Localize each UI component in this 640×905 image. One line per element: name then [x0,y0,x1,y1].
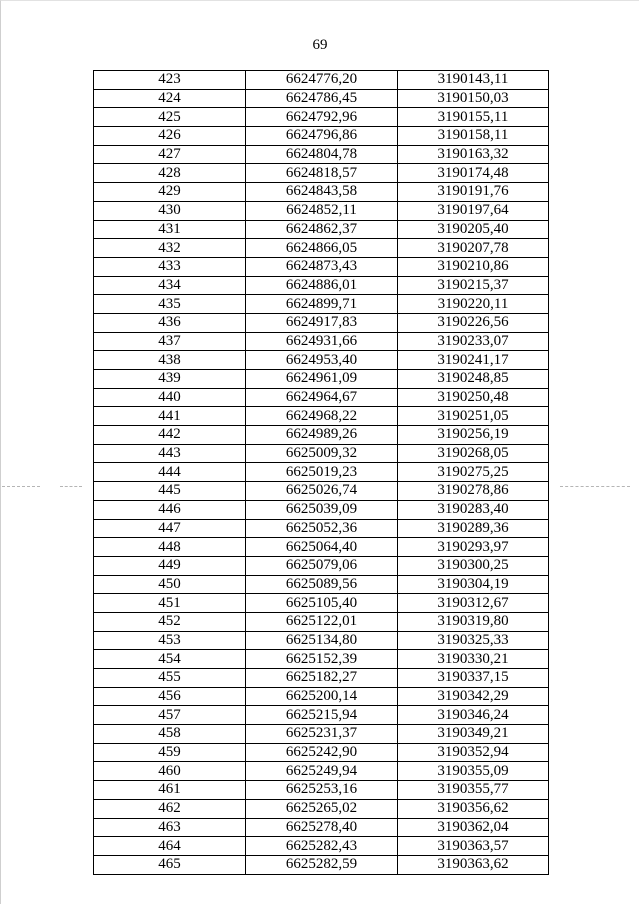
page-number: 69 [312,37,328,53]
point-number-cell: 445 [94,482,246,501]
table-row [94,332,549,351]
y-coordinate-cell: 3190337,15 [398,669,549,688]
y-coordinate-cell: 3190300,25 [398,556,549,575]
x-coordinate-cell: 6624873,43 [246,257,398,276]
table-row [94,837,549,856]
point-number-cell: 435 [94,295,246,314]
x-coordinate-cell: 6625009,32 [246,444,398,463]
table-row [94,556,549,575]
y-coordinate-cell: 3190150,03 [398,89,549,108]
y-coordinate-cell: 3190346,24 [398,706,549,725]
y-coordinate-cell: 3190363,57 [398,837,549,856]
y-coordinate-cell: 3190342,29 [398,687,549,706]
y-coordinate-cell: 3190220,11 [398,295,549,314]
x-coordinate-cell: 6625242,90 [246,743,398,762]
point-number-cell: 454 [94,650,246,669]
x-coordinate-cell: 6624953,40 [246,351,398,370]
x-coordinate-cell: 6625253,16 [246,781,398,800]
point-number-cell: 433 [94,257,246,276]
x-coordinate-cell: 6625052,36 [246,519,398,538]
x-coordinate-cell: 6624899,71 [246,295,398,314]
table-row [94,500,549,519]
y-coordinate-cell: 3190283,40 [398,500,549,519]
table-row [94,781,549,800]
table-row [94,725,549,744]
table-row [94,612,549,631]
x-coordinate-cell: 6625152,39 [246,650,398,669]
point-number-cell: 441 [94,407,246,426]
x-coordinate-cell: 6624989,26 [246,426,398,445]
scan-artifact-left-2 [60,486,82,487]
x-coordinate-cell: 6624776,20 [246,71,398,90]
x-coordinate-cell: 6625019,23 [246,463,398,482]
x-coordinate-cell: 6625231,37 [246,725,398,744]
table-row [94,594,549,613]
scan-artifact-left [2,486,40,487]
y-coordinate-cell: 3190226,56 [398,313,549,332]
table-row [94,351,549,370]
y-coordinate-cell: 3190289,36 [398,519,549,538]
table-row [94,295,549,314]
table-row [94,575,549,594]
y-coordinate-cell: 3190349,21 [398,725,549,744]
point-number-cell: 455 [94,669,246,688]
y-coordinate-cell: 3190205,40 [398,220,549,239]
point-number-cell: 463 [94,818,246,837]
x-coordinate-cell: 6624843,58 [246,183,398,202]
y-coordinate-cell: 3190197,64 [398,201,549,220]
point-number-cell: 440 [94,388,246,407]
scan-artifact-right [560,486,630,487]
y-coordinate-cell: 3190174,48 [398,164,549,183]
x-coordinate-cell: 6624961,09 [246,370,398,389]
x-coordinate-cell: 6624804,78 [246,145,398,164]
point-number-cell: 429 [94,183,246,202]
point-number-cell: 450 [94,575,246,594]
point-number-cell: 438 [94,351,246,370]
table-row [94,669,549,688]
x-coordinate-cell: 6625282,43 [246,837,398,856]
y-coordinate-cell: 3190319,80 [398,612,549,631]
y-coordinate-cell: 3190355,77 [398,781,549,800]
table-row [94,407,549,426]
table-row [94,220,549,239]
point-number-cell: 444 [94,463,246,482]
x-coordinate-cell: 6625249,94 [246,762,398,781]
point-number-cell: 423 [94,71,246,90]
x-coordinate-cell: 6625215,94 [246,706,398,725]
table-row [94,463,549,482]
point-number-cell: 427 [94,145,246,164]
table-row [94,370,549,389]
point-number-cell: 424 [94,89,246,108]
x-coordinate-cell: 6625278,40 [246,818,398,837]
point-number-cell: 456 [94,687,246,706]
table-row [94,687,549,706]
y-coordinate-cell: 3190312,67 [398,594,549,613]
table-row [94,706,549,725]
x-coordinate-cell: 6625105,40 [246,594,398,613]
x-coordinate-cell: 6624964,67 [246,388,398,407]
point-number-cell: 447 [94,519,246,538]
point-number-cell: 460 [94,762,246,781]
point-number-cell: 437 [94,332,246,351]
point-number-cell: 446 [94,500,246,519]
table-row [94,89,549,108]
point-number-cell: 425 [94,108,246,127]
table-row [94,201,549,220]
y-coordinate-cell: 3190278,86 [398,482,549,501]
table-row [94,257,549,276]
point-number-cell: 439 [94,370,246,389]
point-number-cell: 453 [94,631,246,650]
x-coordinate-cell: 6624931,66 [246,332,398,351]
y-coordinate-cell: 3190215,37 [398,276,549,295]
y-coordinate-cell: 3190304,19 [398,575,549,594]
coordinates-table-body [94,71,549,875]
point-number-cell: 428 [94,164,246,183]
y-coordinate-cell: 3190251,05 [398,407,549,426]
point-number-cell: 451 [94,594,246,613]
table-row [94,762,549,781]
table-row [94,71,549,90]
point-number-cell: 461 [94,781,246,800]
point-number-cell: 464 [94,837,246,856]
coordinates-table [93,70,549,875]
y-coordinate-cell: 3190356,62 [398,799,549,818]
x-coordinate-cell: 6625265,02 [246,799,398,818]
x-coordinate-cell: 6624786,45 [246,89,398,108]
table-row [94,743,549,762]
x-coordinate-cell: 6624852,11 [246,201,398,220]
point-number-cell: 457 [94,706,246,725]
y-coordinate-cell: 3190275,25 [398,463,549,482]
y-coordinate-cell: 3190250,48 [398,388,549,407]
table-row [94,145,549,164]
table-row [94,388,549,407]
table-row [94,855,549,874]
point-number-cell: 449 [94,556,246,575]
point-number-cell: 462 [94,799,246,818]
x-coordinate-cell: 6625039,09 [246,500,398,519]
x-coordinate-cell: 6624866,05 [246,239,398,258]
table-row [94,799,549,818]
table-row [94,482,549,501]
table-row [94,183,549,202]
table-row [94,818,549,837]
point-number-cell: 430 [94,201,246,220]
point-number-cell: 436 [94,313,246,332]
table-row [94,108,549,127]
y-coordinate-cell: 3190268,05 [398,444,549,463]
y-coordinate-cell: 3190233,07 [398,332,549,351]
table-row [94,631,549,650]
x-coordinate-cell: 6625079,06 [246,556,398,575]
x-coordinate-cell: 6624862,37 [246,220,398,239]
y-coordinate-cell: 3190155,11 [398,108,549,127]
x-coordinate-cell: 6624917,83 [246,313,398,332]
y-coordinate-cell: 3190191,76 [398,183,549,202]
y-coordinate-cell: 3190143,11 [398,71,549,90]
table-row [94,276,549,295]
y-coordinate-cell: 3190207,78 [398,239,549,258]
y-coordinate-cell: 3190256,19 [398,426,549,445]
y-coordinate-cell: 3190210,86 [398,257,549,276]
x-coordinate-cell: 6624792,96 [246,108,398,127]
point-number-cell: 458 [94,725,246,744]
y-coordinate-cell: 3190241,17 [398,351,549,370]
table-row [94,313,549,332]
table-row [94,519,549,538]
y-coordinate-cell: 3190330,21 [398,650,549,669]
y-coordinate-cell: 3190363,62 [398,855,549,874]
point-number-cell: 448 [94,538,246,557]
y-coordinate-cell: 3190158,11 [398,127,549,146]
x-coordinate-cell: 6625064,40 [246,538,398,557]
x-coordinate-cell: 6625089,56 [246,575,398,594]
x-coordinate-cell: 6624886,01 [246,276,398,295]
point-number-cell: 465 [94,855,246,874]
table-row [94,127,549,146]
point-number-cell: 434 [94,276,246,295]
point-number-cell: 432 [94,239,246,258]
point-number-cell: 442 [94,426,246,445]
table-row [94,164,549,183]
y-coordinate-cell: 3190325,33 [398,631,549,650]
x-coordinate-cell: 6625282,59 [246,855,398,874]
table-row [94,239,549,258]
x-coordinate-cell: 6625200,14 [246,687,398,706]
x-coordinate-cell: 6624968,22 [246,407,398,426]
point-number-cell: 426 [94,127,246,146]
table-row [94,538,549,557]
table-row [94,444,549,463]
y-coordinate-cell: 3190352,94 [398,743,549,762]
x-coordinate-cell: 6625026,74 [246,482,398,501]
x-coordinate-cell: 6625134,80 [246,631,398,650]
y-coordinate-cell: 3190163,32 [398,145,549,164]
x-coordinate-cell: 6624818,57 [246,164,398,183]
point-number-cell: 443 [94,444,246,463]
table-row [94,426,549,445]
x-coordinate-cell: 6624796,86 [246,127,398,146]
x-coordinate-cell: 6625122,01 [246,612,398,631]
x-coordinate-cell: 6625182,27 [246,669,398,688]
y-coordinate-cell: 3190248,85 [398,370,549,389]
y-coordinate-cell: 3190293,97 [398,538,549,557]
point-number-cell: 431 [94,220,246,239]
table-row [94,650,549,669]
point-number-cell: 452 [94,612,246,631]
y-coordinate-cell: 3190355,09 [398,762,549,781]
y-coordinate-cell: 3190362,04 [398,818,549,837]
point-number-cell: 459 [94,743,246,762]
